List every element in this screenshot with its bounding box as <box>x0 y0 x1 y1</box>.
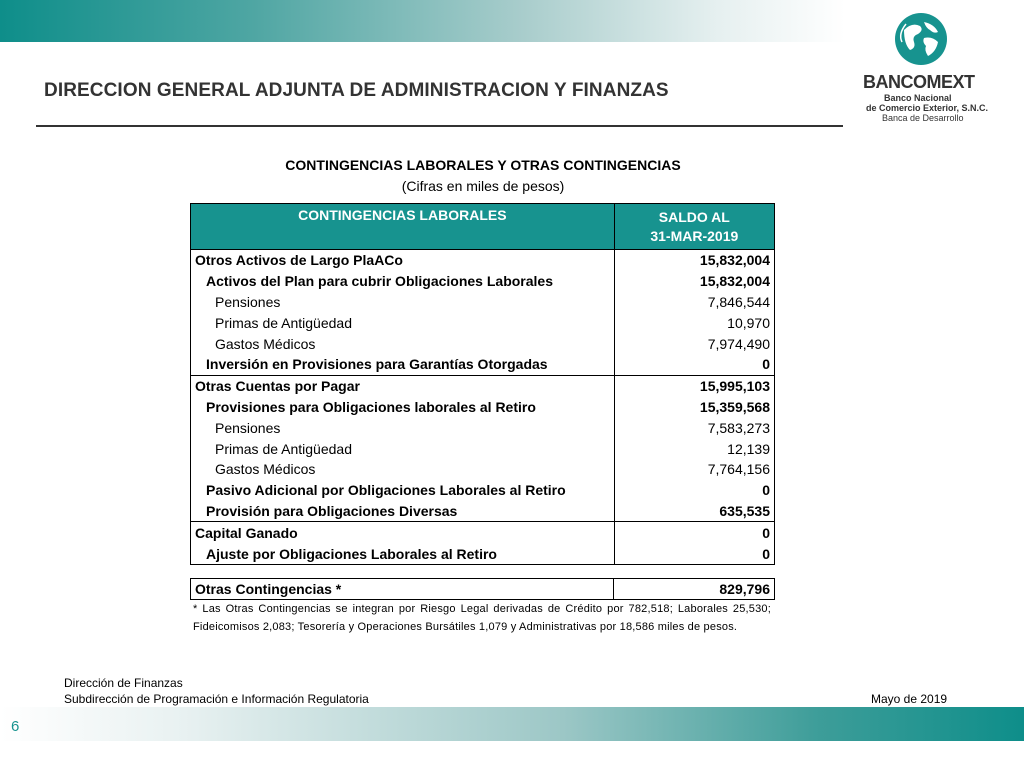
page-number: 6 <box>11 718 20 735</box>
row-value: 10,970 <box>614 312 774 333</box>
table-row <box>191 375 775 396</box>
table-row <box>191 480 775 501</box>
row-label: Provisión para Obligaciones Diversas <box>191 501 615 522</box>
row-value: 635,535 <box>614 501 774 522</box>
header-balance <box>614 204 774 250</box>
row-value: 0 <box>614 480 774 501</box>
row-value: 0 <box>614 543 774 564</box>
top-decorative-band <box>0 0 845 42</box>
logo-name: BANCOMEXT <box>863 72 975 92</box>
otras-contingencias-row <box>191 579 775 600</box>
header-balance-line1: SALDO AL <box>658 209 730 225</box>
row-value: 7,974,490 <box>614 333 774 354</box>
row-label: Ajuste por Obligaciones Laborales al Retiro <box>191 543 615 564</box>
logo-subtitle-2: de Comercio Exterior, S.N.C. <box>866 103 989 113</box>
table-row <box>191 501 775 522</box>
row-value: 7,846,544 <box>614 292 774 313</box>
row-label: Capital Ganado <box>191 522 615 543</box>
table-row <box>191 543 775 564</box>
globe-icon <box>894 12 948 66</box>
title-divider <box>36 125 843 127</box>
row-value: 15,359,568 <box>614 397 774 418</box>
header-concept: CONTINGENCIAS LABORALES <box>191 204 615 250</box>
page-title: DIRECCION GENERAL ADJUNTA DE ADMINISTRACION Y FINANZAS <box>44 80 669 101</box>
document-subtitle: (Cifras en miles de pesos) <box>401 178 565 194</box>
table-row <box>191 459 775 480</box>
row-label: Provisiones para Obligaciones laborales al Retiro <box>191 397 615 418</box>
otras-contingencias-label: Otras Contingencias * <box>191 579 614 600</box>
row-value: 0 <box>614 354 774 375</box>
table-row <box>191 292 775 313</box>
row-label: Otros Activos de Largo PlaACo <box>191 250 615 271</box>
otras-contingencias-table <box>190 578 775 600</box>
header-balance-line2: 31-MAR-2019 <box>650 228 739 244</box>
row-label: Primas de Antigüedad <box>191 438 615 459</box>
row-value: 12,139 <box>614 438 774 459</box>
row-label: Gastos Médicos <box>191 333 615 354</box>
bancomext-logo <box>848 8 1018 123</box>
row-label: Pasivo Adicional por Obligaciones Laborales al Retiro <box>191 480 615 501</box>
table-row <box>191 397 775 418</box>
logo-subtitle-3: Banca de Desarrollo <box>882 113 964 123</box>
row-label: Otras Cuentas por Pagar <box>191 375 615 396</box>
table-row <box>191 312 775 333</box>
footer-date: Mayo de 2019 <box>871 692 948 706</box>
row-value: 0 <box>614 522 774 543</box>
contingencias-table <box>190 203 775 565</box>
row-label: Pensiones <box>191 292 615 313</box>
document-title: CONTINGENCIAS LABORALES Y OTRAS CONTINGENCIAS <box>285 157 681 173</box>
table-row <box>191 438 775 459</box>
table-row <box>191 333 775 354</box>
row-value: 15,832,004 <box>614 250 774 271</box>
row-value: 7,583,273 <box>614 417 774 438</box>
row-label: Activos del Plan para cubrir Obligaciones Laborales <box>191 271 615 292</box>
table-row <box>191 354 775 375</box>
footer-department: Dirección de Finanzas <box>64 676 183 690</box>
row-label: Gastos Médicos <box>191 459 615 480</box>
table-row <box>191 522 775 543</box>
row-value: 15,995,103 <box>614 375 774 396</box>
footnote: * Las Otras Contingencias se integran por Riesgo Legal derivadas de Crédito por 782,518; Laborales 25,530; Fideicomisos 2,083; Tesorería y Operaciones Bursátiles 1,079 y Administrativas por 18,586 miles de pesos. <box>193 603 771 633</box>
otras-contingencias-value: 829,796 <box>614 579 775 600</box>
row-value: 15,832,004 <box>614 271 774 292</box>
table-row <box>191 271 775 292</box>
row-label: Pensiones <box>191 417 615 438</box>
footer-subdepartment: Subdirección de Programación e Información Regulatoria <box>64 692 369 706</box>
row-label: Inversión en Provisiones para Garantías Otorgadas <box>191 354 615 375</box>
row-label: Primas de Antigüedad <box>191 312 615 333</box>
row-value: 7,764,156 <box>614 459 774 480</box>
logo-subtitle-1: Banco Nacional <box>884 93 952 103</box>
table-row <box>191 417 775 438</box>
bottom-decorative-band <box>0 707 1024 741</box>
table-row <box>191 250 775 271</box>
table-header-row <box>191 204 775 250</box>
